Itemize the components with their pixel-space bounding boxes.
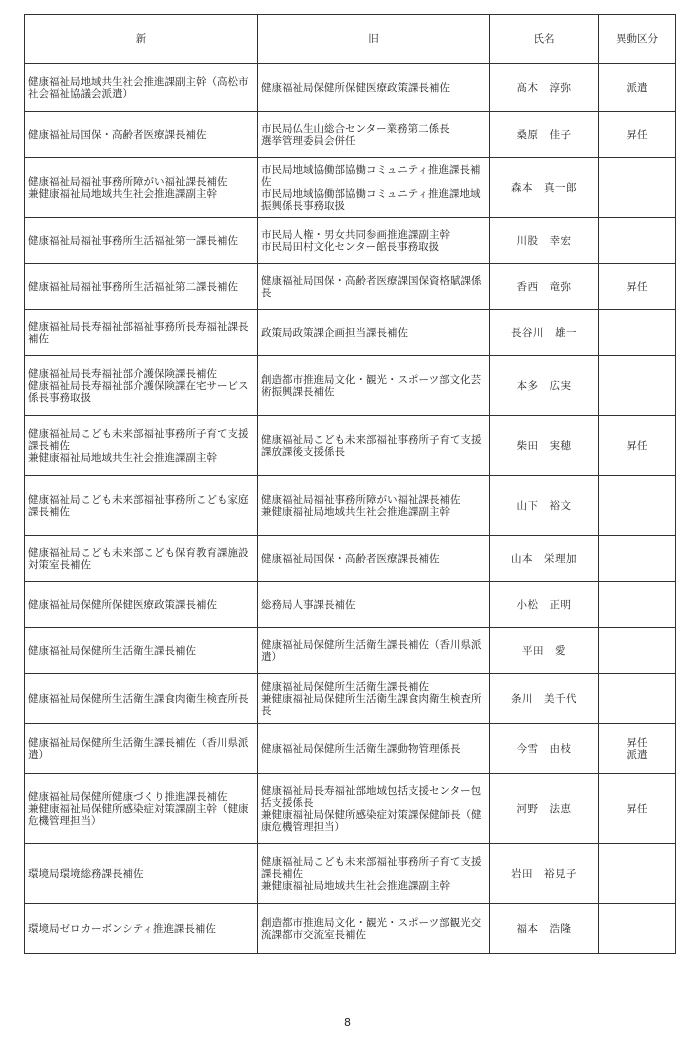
cell-type-text: 昇任 bbox=[626, 128, 648, 141]
cell-old-text: 健康福祉局こども未来部福祉事務所子育て支援課放課後支援係長 bbox=[261, 433, 482, 458]
cell-type-text: 昇任 派遣 bbox=[626, 736, 648, 761]
cell-old bbox=[258, 356, 490, 416]
cell-name bbox=[490, 844, 599, 904]
cell-type-text: 昇任 bbox=[626, 439, 648, 452]
cell-old-text: 健康福祉局国保・高齢者医療課国保資格賦課係長 bbox=[261, 274, 482, 299]
cell-new bbox=[25, 64, 258, 112]
cell-name-text: 髙木 淳弥 bbox=[516, 81, 572, 94]
cell-old-text: 健康福祉局保健所生活衛生課長補佐（香川県派遣） bbox=[261, 638, 482, 663]
cell-old bbox=[258, 628, 490, 674]
cell-name-text: 森本 真一郎 bbox=[511, 181, 577, 194]
table-row bbox=[25, 356, 676, 416]
cell-new-text: 健康福祉局長寿福祉部介護保険課長補佐 健康福祉局長寿福祉部介護保険課在宅サービス係長事務取扱 bbox=[28, 367, 249, 404]
cell-name-text: 香西 竜弥 bbox=[516, 280, 572, 293]
cell-type bbox=[599, 476, 676, 536]
cell-new-text: 健康福祉局こども未来部こども保育教育課施設対策室長補佐 bbox=[28, 546, 249, 571]
cell-type bbox=[599, 112, 676, 158]
cell-new-text: 健康福祉局こども未来部福祉事務所子育て支援課長補佐 兼健康福祉局地域共生社会推進課副主幹 bbox=[28, 427, 249, 464]
cell-old bbox=[258, 476, 490, 536]
cell-name-text: 小松 正明 bbox=[516, 598, 572, 611]
cell-name bbox=[490, 628, 599, 674]
cell-type bbox=[599, 310, 676, 356]
cell-type bbox=[599, 356, 676, 416]
cell-type bbox=[599, 264, 676, 310]
table-row bbox=[25, 582, 676, 628]
cell-old bbox=[258, 904, 490, 954]
cell-new-text: 健康福祉局保健所生活衛生課長補佐（香川県派遣） bbox=[28, 736, 249, 761]
cell-name bbox=[490, 416, 599, 476]
cell-new-text: 健康福祉局福祉事務所障がい福祉課長補佐 兼健康福祉局地域共生社会推進課副主幹 bbox=[28, 175, 228, 200]
table-row bbox=[25, 674, 676, 724]
cell-name-text: 今雪 由枝 bbox=[516, 742, 572, 755]
cell-new bbox=[25, 476, 258, 536]
cell-type bbox=[599, 674, 676, 724]
cell-type-text: 昇任 bbox=[626, 280, 648, 293]
cell-type bbox=[599, 774, 676, 844]
cell-new-text: 健康福祉局こども未来部福祉事務所こども家庭課長補佐 bbox=[28, 493, 249, 518]
cell-name-text: 長谷川 雄一 bbox=[511, 326, 577, 339]
cell-old-text: 健康福祉局長寿福祉部地域包括支援センター包括支援係長 兼健康福祉局保健所感染症対策課保健師長（健康危機管理担当） bbox=[261, 784, 482, 833]
cell-new-text: 環境局環境総務課長補佐 bbox=[28, 867, 144, 880]
header-type: 異動区分 bbox=[599, 15, 676, 64]
cell-type bbox=[599, 628, 676, 674]
cell-name bbox=[490, 582, 599, 628]
cell-new bbox=[25, 356, 258, 416]
cell-old bbox=[258, 536, 490, 582]
cell-new-text: 環境局ゼロカーボンシティ推進課長補佐 bbox=[28, 922, 216, 935]
cell-name bbox=[490, 158, 599, 218]
cell-type-text: 昇任 bbox=[626, 802, 648, 815]
cell-new bbox=[25, 724, 258, 774]
cell-new-text: 健康福祉局福祉事務所生活福祉第一課長補佐 bbox=[28, 234, 238, 247]
table-row bbox=[25, 416, 676, 476]
cell-old-text: 健康福祉局国保・高齢者医療課長補佐 bbox=[261, 552, 440, 565]
cell-name bbox=[490, 310, 599, 356]
cell-name-text: 桑原 佳子 bbox=[516, 128, 572, 141]
header-name: 氏名 bbox=[490, 15, 599, 64]
cell-new bbox=[25, 264, 258, 310]
cell-name bbox=[490, 904, 599, 954]
cell-name-text: 川股 幸宏 bbox=[516, 234, 572, 247]
cell-old-text: 市民局地域協働部協働コミュニティ推進課長補佐 市民局地域協働部協働コミュニティ推進課地域振興係長事務取扱 bbox=[261, 163, 481, 212]
cell-new-text: 健康福祉局保健所生活衛生課食肉衛生検査所長 bbox=[28, 692, 249, 705]
cell-new bbox=[25, 904, 258, 954]
cell-type bbox=[599, 416, 676, 476]
cell-old-text: 政策局政策課企画担当課長補佐 bbox=[261, 326, 408, 339]
cell-old bbox=[258, 416, 490, 476]
table-row bbox=[25, 158, 676, 218]
cell-name bbox=[490, 724, 599, 774]
cell-name-text: 条川 美千代 bbox=[511, 692, 577, 705]
table-row bbox=[25, 218, 676, 264]
cell-name bbox=[490, 536, 599, 582]
cell-new bbox=[25, 628, 258, 674]
cell-name-text: 平田 愛 bbox=[522, 644, 566, 657]
cell-type-text: 派遣 bbox=[626, 81, 648, 94]
table-row bbox=[25, 628, 676, 674]
cell-new bbox=[25, 218, 258, 264]
cell-new-text: 健康福祉局国保・高齢者医療課長補佐 bbox=[28, 128, 207, 141]
cell-type bbox=[599, 158, 676, 218]
table-row bbox=[25, 844, 676, 904]
cell-old-text: 健康福祉局保健所生活衛生課長補佐 兼健康福祉局保健所生活衛生課食肉衛生検査所長 bbox=[261, 680, 482, 717]
cell-old-text: 総務局人事課長補佐 bbox=[261, 598, 356, 611]
cell-new-text: 健康福祉局保健所保健医療政策課長補佐 bbox=[28, 598, 217, 611]
cell-name-text: 山下 裕文 bbox=[516, 499, 572, 512]
cell-old-text: 健康福祉局福祉事務所障がい福祉課長補佐 兼健康福祉局地域共生社会推進課副主幹 bbox=[261, 493, 461, 518]
cell-old bbox=[258, 112, 490, 158]
cell-new bbox=[25, 774, 258, 844]
cell-type bbox=[599, 724, 676, 774]
cell-name-text: 福本 浩隆 bbox=[516, 922, 572, 935]
cell-name-text: 山本 栄理加 bbox=[511, 552, 577, 565]
cell-name bbox=[490, 356, 599, 416]
cell-old-text: 市民局仏生山総合センター業務第二係長 選挙管理委員会併任 bbox=[261, 122, 450, 147]
cell-new bbox=[25, 310, 258, 356]
cell-name bbox=[490, 476, 599, 536]
cell-name bbox=[490, 112, 599, 158]
cell-old-text: 創造都市推進局文化・観光・スポーツ部観光交流課都市交流室長補佐 bbox=[261, 916, 482, 941]
cell-type bbox=[599, 218, 676, 264]
cell-new bbox=[25, 112, 258, 158]
table-row bbox=[25, 476, 676, 536]
cell-old bbox=[258, 844, 490, 904]
cell-old bbox=[258, 158, 490, 218]
cell-new-text: 健康福祉局保健所健康づくり推進課長補佐 兼健康福祉局保健所感染症対策課副主幹（健康危機管理担当） bbox=[28, 790, 249, 827]
cell-type bbox=[599, 904, 676, 954]
header-new: 新 bbox=[25, 15, 258, 64]
cell-old bbox=[258, 264, 490, 310]
cell-old bbox=[258, 582, 490, 628]
page-number: 8 bbox=[344, 1016, 351, 1029]
cell-old-text: 創造都市推進局文化・観光・スポーツ部文化芸術振興課長補佐 bbox=[261, 373, 482, 398]
table-row bbox=[25, 112, 676, 158]
cell-type bbox=[599, 536, 676, 582]
table-body bbox=[25, 64, 676, 954]
cell-new bbox=[25, 844, 258, 904]
personnel-table bbox=[24, 14, 676, 954]
cell-name bbox=[490, 64, 599, 112]
cell-new-text: 健康福祉局保健所生活衛生課長補佐 bbox=[28, 644, 196, 657]
cell-type bbox=[599, 582, 676, 628]
cell-old-text: 健康福祉局こども未来部福祉事務所子育て支援課長補佐 兼健康福祉局地域共生社会推進課副主幹 bbox=[261, 855, 482, 892]
cell-old bbox=[258, 674, 490, 724]
cell-new-text: 健康福祉局福祉事務所生活福祉第二課長補佐 bbox=[28, 280, 238, 293]
header-row bbox=[25, 15, 676, 64]
cell-name bbox=[490, 674, 599, 724]
cell-new bbox=[25, 536, 258, 582]
cell-old-text: 市民局人権・男女共同参画推進課副主幹 市民局田村文化センター館長事務取扱 bbox=[261, 228, 450, 253]
cell-name-text: 柴田 実穂 bbox=[516, 439, 572, 452]
cell-type bbox=[599, 844, 676, 904]
table-row bbox=[25, 774, 676, 844]
cell-old bbox=[258, 64, 490, 112]
cell-new bbox=[25, 582, 258, 628]
cell-old bbox=[258, 724, 490, 774]
table-row bbox=[25, 64, 676, 112]
table-row bbox=[25, 904, 676, 954]
cell-new bbox=[25, 674, 258, 724]
cell-name-text: 岩田 裕見子 bbox=[511, 867, 577, 880]
table-row bbox=[25, 264, 676, 310]
table-row bbox=[25, 310, 676, 356]
cell-new-text: 健康福祉局長寿福祉部福祉事務所長寿福祉課長補佐 bbox=[28, 320, 249, 345]
cell-old bbox=[258, 218, 490, 264]
cell-new bbox=[25, 416, 258, 476]
table-row bbox=[25, 536, 676, 582]
cell-old-text: 健康福祉局保健所保健医療政策課長補佐 bbox=[261, 81, 450, 94]
cell-type bbox=[599, 64, 676, 112]
cell-name bbox=[490, 218, 599, 264]
table-row bbox=[25, 724, 676, 774]
cell-name-text: 河野 法恵 bbox=[516, 802, 572, 815]
cell-old bbox=[258, 774, 490, 844]
cell-new-text: 健康福祉局地域共生社会推進課副主幹（高松市社会福祉協議会派遣） bbox=[28, 75, 249, 100]
cell-name-text: 本多 広実 bbox=[516, 379, 572, 392]
cell-old-text: 健康福祉局保健所生活衛生課動物管理係長 bbox=[261, 742, 461, 755]
cell-old bbox=[258, 310, 490, 356]
cell-new bbox=[25, 158, 258, 218]
header-old: 旧 bbox=[258, 15, 490, 64]
cell-name bbox=[490, 264, 599, 310]
cell-name bbox=[490, 774, 599, 844]
